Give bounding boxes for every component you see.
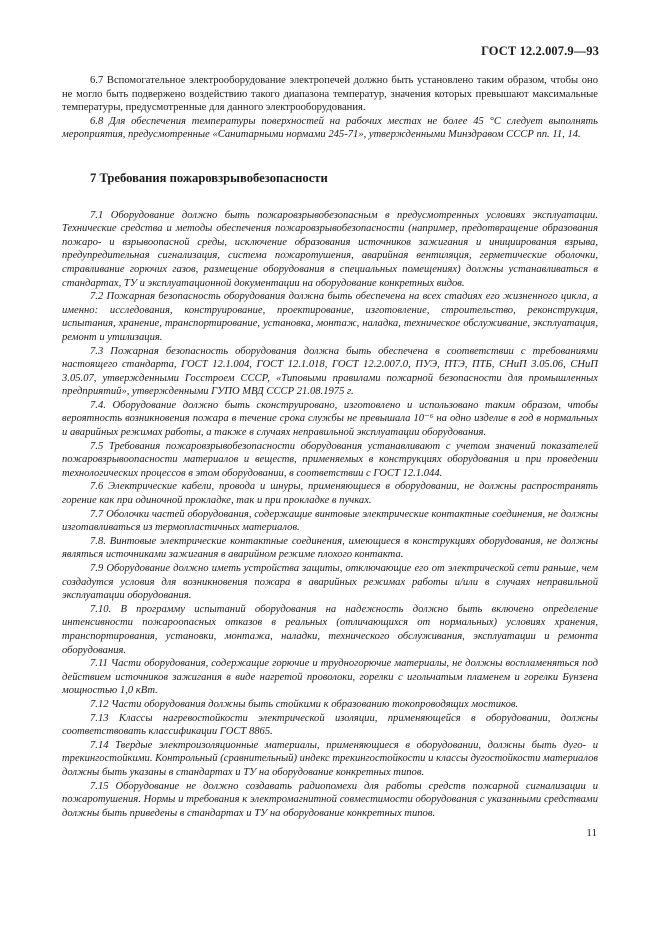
paragraph-6-7: 6.7 Вспомогательное электрооборудование электропечей должно быть установлено таким образом, чтобы оно не могло быть подвержено воздействию такого диапазона температур, значения которых превышают максимальные температуры, предусмотренные для данного электрооборудования. [62,75,598,114]
paragraph-7-3: 7.3 Пожарная безопасность оборудования должна быть обеспечена в соответствии с требованиями настоящего стандарта, ГОСТ 12.1.004, ГОСТ 12.1.018, ГОСТ 12.2.007.0, ПУЭ, ПТЭ, ПТБ, СНиП 3.05.06, СНиП 3.05.07, утвержденными Госстроем СССР, «Типовыми правилами пожарной безопасности для промышленных предприятий», утвержденными ГУПО МВД СССР 21.08.1975 г. [62,345,598,398]
section-title-7: 7 Требования пожаровзрывобезопасности [90,170,328,185]
paragraph-7-2: 7.2 Пожарная безопасность оборудования должна быть обеспечена на всех стадиях его жизненного цикла, а именно: исследования, конструирование, проектирование, изготовление, строительство, реконструкция, испытания, хранение, транспортирование, установка, монтаж, наладка, техническое обслуживание, эксплуатация, ремонт и утилизация. [62,291,598,343]
page-number: 11 [586,827,597,839]
document-code-header: ГОСТ 12.2.007.9—93 [481,44,599,58]
paragraph-7-6: 7.6 Электрические кабели, провода и шнуры, применяющиеся в оборудовании, не должны распространять горение как при одиночной прокладке, так и при прокладке в пучках. [62,481,598,507]
paragraph-7-1: 7.1 Оборудование должно быть пожаровзрывобезопасным в предусмотренных условиях эксплуатации. Технические средства и методы обеспечения пожаровзрывобезопасности (например, предотвращение образования пожаро- и взрывоопасной среды, исключение образования источников зажигания и инициирования взрыва, предупредительная сигнализация, система пожаротушения, аварийная вентиляция, герметические оболочки, стравливание горючих газов, размещение оборудования в специальных помещениях) должны устанавливаться в стандартах, ТУ и эксплуатационной документации на оборудование конкретных видов. [62,209,598,289]
paragraph-7-8: 7.8. Винтовые электрические контактные соединения, имеющиеся в конструкциях оборудования, не должны являться источниками зажигания в аварийном режиме плохого контакта. [62,535,598,561]
paragraph-7-14: 7.14 Твердые электроизоляционные материалы, применяющиеся в оборудовании, должны быть дуго- и трекингостойкими. Контрольный (сравнительный) индекс трекингостойкости и классы дугостойкости материалов должны быть указаны в стандартах и ТУ на оборудование конкретных типов. [62,739,598,778]
paragraph-7-4: 7.4. Оборудование должно быть сконструировано, изготовлено и использовано таким образом, чтобы вероятность возникновения пожара в течение срока службы не превышала 10⁻⁶ на одно изделие в год в нормальных и аварийных режимах работы, а также в случаях неправильной эксплуатации оборудования. [62,399,598,439]
paragraph-7-12: 7.12 Части оборудования должны быть стойкими к образованию токопроводящих мостиков. [90,698,519,710]
paragraph-7-7: 7.7 Оболочки частей оборудования, содержащие винтовые электрические контактные соединения, не должны изготавливаться из термопластичных материалов. [62,508,598,534]
paragraph-6-8: 6.8 Для обеспечения температуры поверхностей на рабочих местах не более 45 °С следует выполнять мероприятия, предусмотренные «Санитарными нормами 245-71», утвержденными Минздравом СССР пп. 11, 14. [62,115,598,141]
paragraph-7-13: 7.13 Классы нагревостойкости электрической изоляции, применяющейся в оборудовании, должны соответствовать классификации ГОСТ 8865. [62,712,598,738]
paragraph-7-9: 7.9 Оборудование должно иметь устройства защиты, отключающие его от электрической сети раньше, чем создадутся условия для возникновения пожара в аварийных режимах работы и/или в случаях неправильной эксплуатации оборудования. [62,563,598,602]
paragraph-7-11: 7.11 Части оборудования, содержащие горючие и трудногорючие материалы, не должны воспламеняться под действием источников зажигания в виде нагретой проволоки, горелки с игольчатым пламенем и горелки Бунзена мощностью 1,0 кВт. [62,658,598,697]
paragraph-7-10: 7.10. В программу испытаний оборудования на надежность должно быть включено определение интенсивности пожароопасных отказов в реальных (отличающихся от нормальных) условиях хранения, транспортирования, установки, монтажа, наладки, технического обслуживания, эксплуатации и ремонта оборудования. [62,603,598,656]
paragraph-7-15: 7.15 Оборудование не должно создавать радиопомехи для работы средств пожарной сигнализации и пожаротушения. Нормы и требования к электромагнитной совместимости оборудования с указанными средствами должны быть приведены в стандартах и ТУ на оборудование конкретных типов. [62,780,598,819]
document-body [62,74,598,820]
paragraph-7-5: 7.5 Требования пожаровзрывобезопасности оборудования устанавливают с учетом значений показателей пожаровзрывоопасности материалов и веществ, применяемых в конструкциях оборудования и при проведении технологических процессов в этом оборудовании, в соответствии с ГОСТ 12.1.044. [62,440,598,479]
